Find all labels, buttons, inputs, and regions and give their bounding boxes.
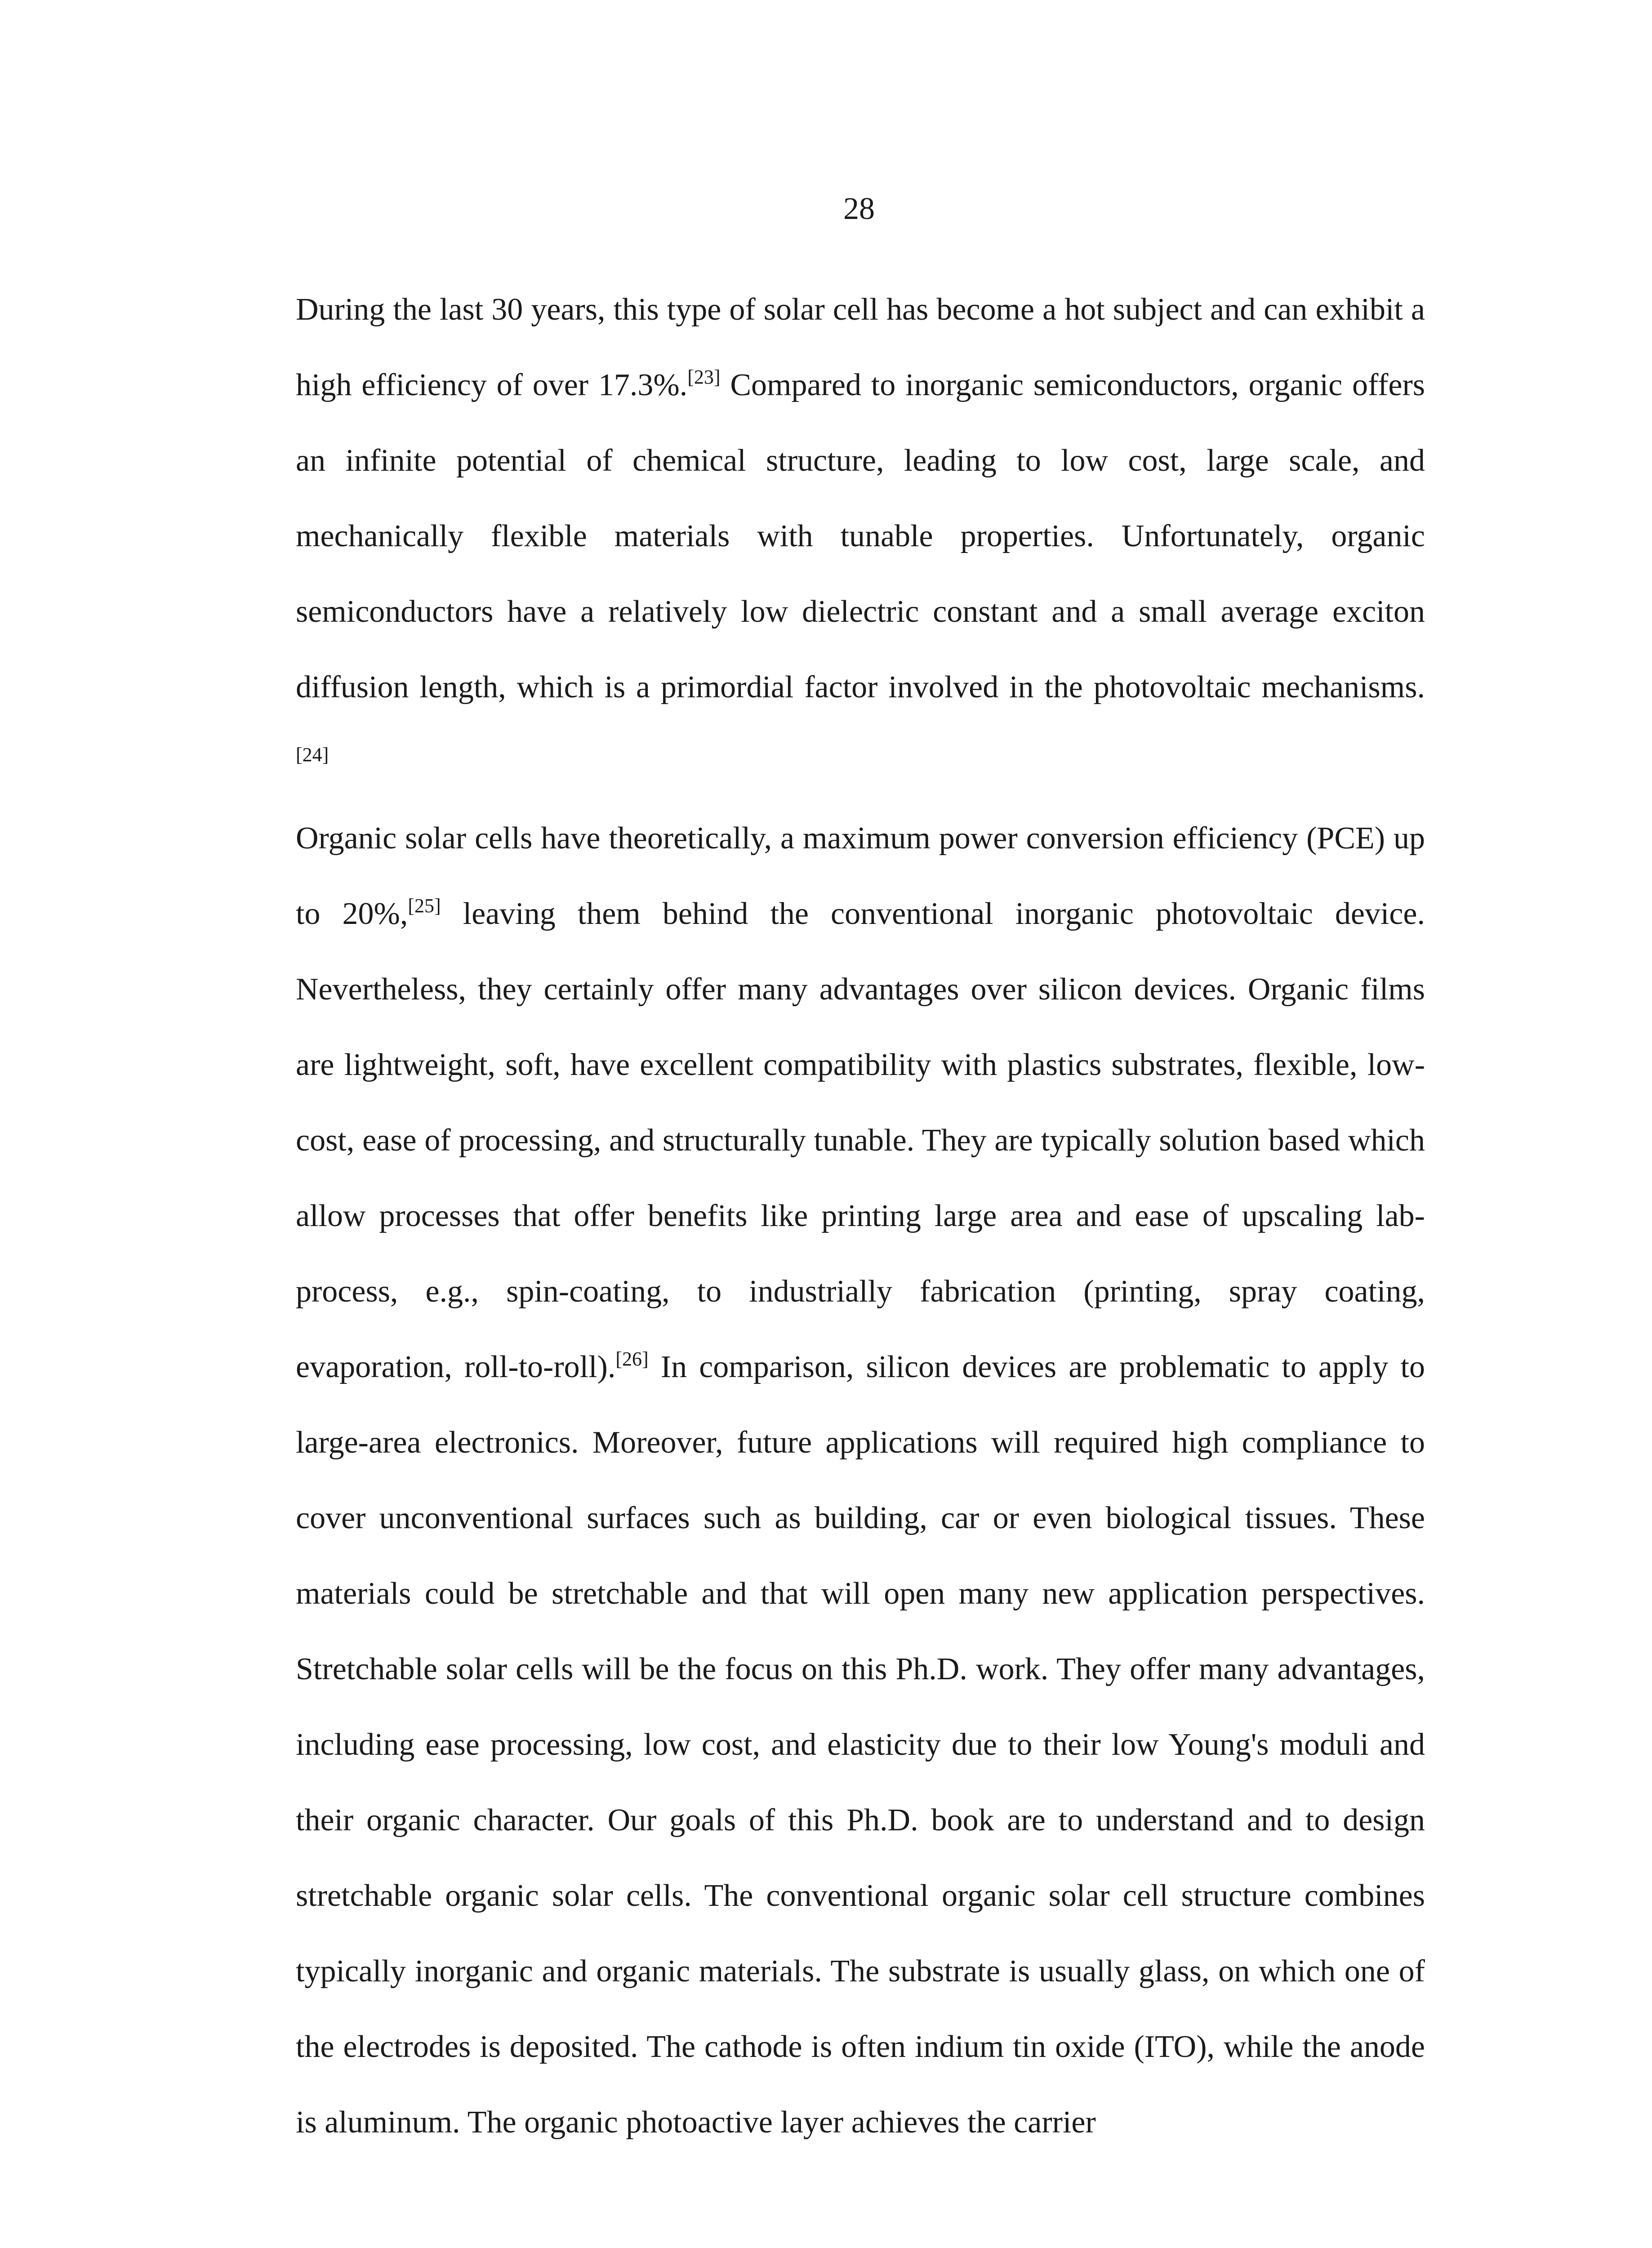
citation: [24]	[296, 744, 329, 766]
body-text	[296, 272, 1425, 2160]
text-run: Organic solar cells have theoretically, a maximum power conversion efficiency (PCE) up to 20%,	[296, 821, 1425, 931]
text-run: Compared to inorganic semiconductors, organic offers an infinite potential of chemical structure, leading to low cost, large scale, and mechanically flexible materials with tunable properties. Unfortunately, organic semiconductors have a relatively low dielectric constant and a small average exciton diffusion length, which is a primordial factor involved in the photovoltaic mechanisms.	[296, 368, 1425, 705]
paragraph	[296, 801, 1425, 2160]
text-run: leaving them behind the conventional inorganic photovoltaic device. Nevertheless, they certainly offer many advantages over silicon devices. Organic films are lightweight, soft, have excellent compatibility with plastics substrates, flexible, low-cost, ease of processing, and structurally tunable. They are typically solution based which allow processes that offer benefits like printing large area and ease of upscaling lab-process, e.g., spin-coating, to industrially fabrication (printing, spray coating, evaporation, roll-to-roll).	[296, 897, 1425, 1384]
citation: [26]	[615, 1348, 649, 1370]
paragraph	[296, 272, 1425, 801]
text-run: During the last 30 years, this type of solar cell has become a hot subject and can exhibit a high efficiency of over 17.3%.	[296, 292, 1425, 402]
text-run: In comparison, silicon devices are problematic to apply to large-area electronics. Moreover, future applications will required high compliance to cover unconventional surfaces such as building, car or even biological tissues. These materials could be stretchable and that will open many new application perspectives. Stretchable solar cells will be the focus on this Ph.D. work. They offer many advantages, including ease processing, low cost, and elasticity due to their low Young's moduli and their organic character. Our goals of this Ph.D. book are to understand and to design stretchable organic solar cells. The conventional organic solar cell structure combines typically inorganic and organic materials. The substrate is usually glass, on which one of the electrodes is deposited. The cathode is often indium tin oxide (ITO), while the anode is aluminum. The organic photoactive layer achieves the carrier	[296, 1350, 1425, 2140]
page-number: 28	[843, 192, 875, 226]
citation: [25]	[408, 895, 441, 917]
citation: [23]	[687, 366, 721, 388]
